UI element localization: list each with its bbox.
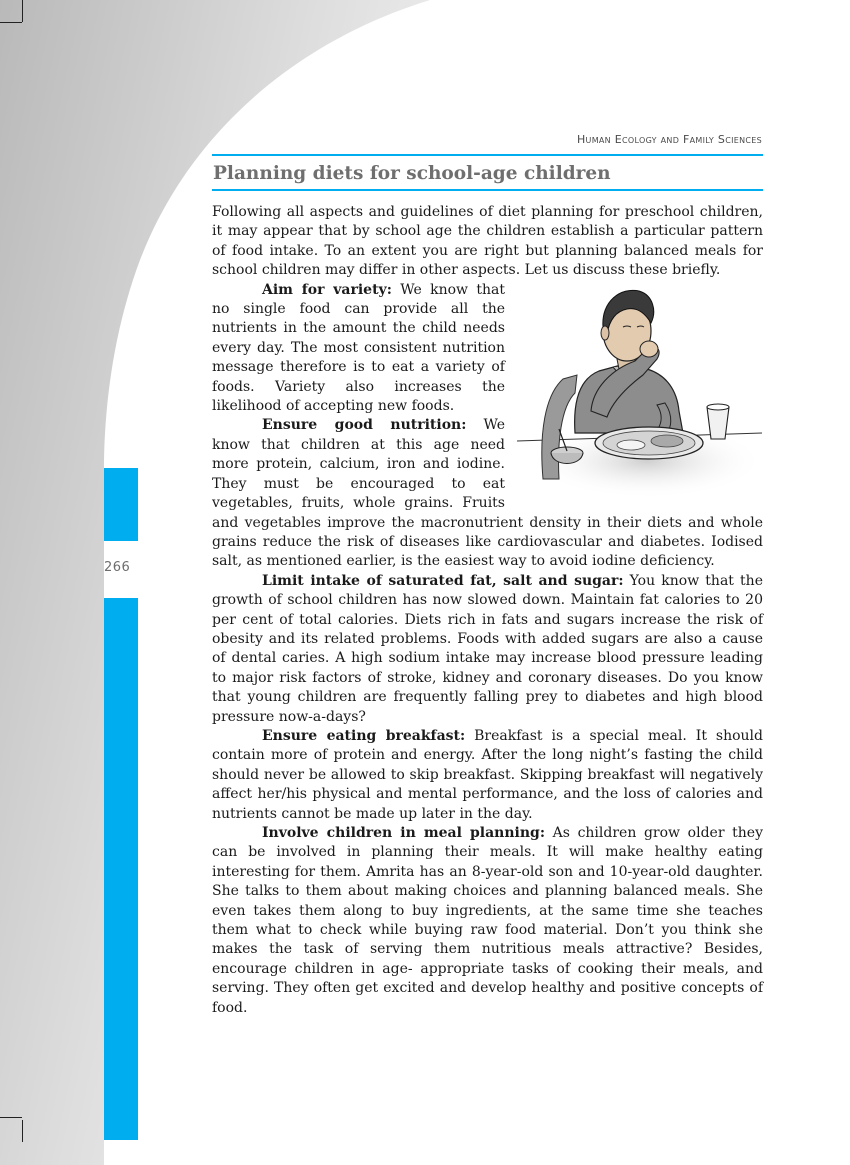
- heading-limit-fat-salt-sugar: Limit intake of saturated fat, salt and sugar:: [262, 572, 624, 589]
- running-header: [577, 133, 762, 146]
- intro-paragraph: Following all aspects and guidelines of diet planning for preschool children, it may appear that by school age the children establish a particular pattern of food intake. To an extent you are right but planning balanced meals for school children may differ in other aspects. Let us discuss these briefly.: [212, 204, 763, 279]
- header-rule: [212, 154, 763, 156]
- text-nutrition: We know that children at this age need more protein, calcium, iron and iodine. They must be encouraged to eat vegetables, fruits, whole grains. Fruits and vegetables improve the macronutrient density in their diets and whole grains reduce the risk of diseases like cardiovascular and diabetes. Iodised salt, as mentioned earlier, is the easiest way to avoid iodine deficiency.: [212, 417, 763, 570]
- side-bar-bottom: [104, 598, 138, 1140]
- heading-nutrition: Ensure good nutrition:: [262, 417, 467, 434]
- heading-variety: Aim for variety:: [262, 281, 392, 298]
- crop-mark: [22, 0, 23, 22]
- body-text: [212, 203, 763, 1018]
- running-header-title: Human Ecology and Family Sciences: [576, 133, 762, 146]
- crop-mark: [0, 1117, 22, 1118]
- crop-mark: [22, 1120, 23, 1142]
- text-variety: We know that no single food can provide all the nutrients in the amount the child needs every day. The most consistent nutrition message therefore is to eat a variety of foods. Variety also increases the likelihood of accepting new foods.: [212, 281, 505, 415]
- child-eating-illustration: [517, 283, 763, 503]
- side-bar-top: [104, 468, 138, 541]
- text-meal-planning: As children grow older they can be involved in planning their meals. It will make healthy eating interesting for them. Amrita has an 8-year-old son and 10-year-old daughter. She talks to them about making choices and planning balanced meals. She even takes them along to buy ingredients, at the same time she teaches them what to check while buying raw food material. Don’t you think she makes the task of serving them nutritious meals attractive? Besides, encourage children in age- appropriate tasks of cooking their meals, and serving. They often get excited and develop healthy and positive concepts of food.: [212, 825, 763, 1016]
- text-breakfast: Breakfast is a special meal. It should contain more of protein and energy. After the long night’s fasting the child should never be allowed to skip breakfast. Skipping breakfast will negatively affect her/his physical and mental performance, and the loss of calories and nutrients cannot be made up later in the day.: [212, 727, 763, 822]
- paragraph-breakfast: [212, 727, 763, 824]
- section-title: Planning diets for school-age children: [213, 163, 611, 184]
- text-limit-fat-salt-sugar: You know that the growth of school children has now slowed down. Maintain fat calories to 20 per cent of total calories. Diets rich in fats and sugars increase the risk of obesity and its related problems. Foods with added sugars are also a cause of dental caries. A high sodium intake may increase blood pressure leading to major risk factors of stroke, kidney and coronary diseases. Do you know that young children are frequently falling prey to diabetes and high blood pressure now-a-days?: [212, 572, 763, 725]
- crop-mark: [0, 22, 22, 23]
- paragraph-limit-fat-salt-sugar: [212, 572, 763, 727]
- title-rule: [212, 189, 763, 191]
- paragraph-meal-planning: [212, 824, 763, 1018]
- page-number: 266: [104, 560, 131, 575]
- heading-meal-planning: Involve children in meal planning:: [262, 825, 545, 841]
- heading-breakfast: Ensure eating breakfast:: [262, 727, 466, 744]
